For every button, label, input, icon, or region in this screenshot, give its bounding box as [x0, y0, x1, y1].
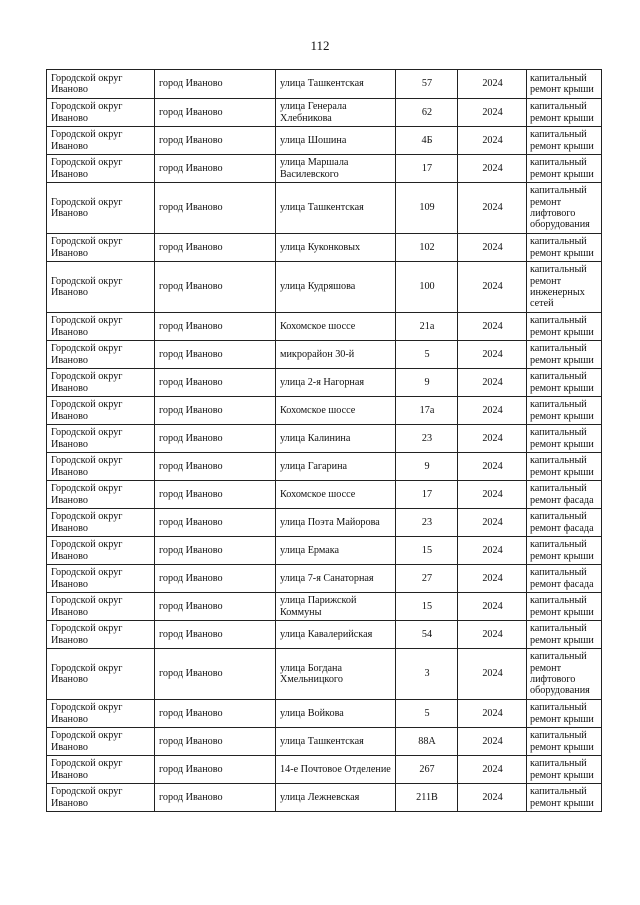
cell-district: Городской округ Иваново — [47, 183, 155, 234]
cell-house-number: 3 — [396, 649, 458, 700]
cell-house-number: 5 — [396, 341, 458, 369]
cell-district: Городской округ Иваново — [47, 313, 155, 341]
cell-year: 2024 — [458, 593, 527, 621]
cell-work-type: капитальный ремонт крыши — [527, 700, 602, 728]
cell-city: город Иваново — [155, 313, 276, 341]
cell-house-number: 57 — [396, 70, 458, 99]
cell-year: 2024 — [458, 537, 527, 565]
cell-house-number: 102 — [396, 234, 458, 262]
cell-street: улица Кудряшова — [276, 262, 396, 313]
cell-year: 2024 — [458, 649, 527, 700]
cell-year: 2024 — [458, 728, 527, 756]
cell-house-number: 100 — [396, 262, 458, 313]
cell-street: улица Войкова — [276, 700, 396, 728]
cell-house-number: 54 — [396, 621, 458, 649]
cell-house-number: 23 — [396, 509, 458, 537]
cell-district: Городской округ Иваново — [47, 453, 155, 481]
cell-work-type: капитальный ремонт крыши — [527, 155, 602, 183]
table-row — [47, 509, 602, 537]
cell-year: 2024 — [458, 70, 527, 99]
cell-city: город Иваново — [155, 481, 276, 509]
cell-city: город Иваново — [155, 155, 276, 183]
cell-district: Городской округ Иваново — [47, 425, 155, 453]
cell-city: город Иваново — [155, 99, 276, 127]
cell-year: 2024 — [458, 155, 527, 183]
cell-district: Городской округ Иваново — [47, 70, 155, 99]
cell-district: Городской округ Иваново — [47, 593, 155, 621]
cell-city: город Иваново — [155, 728, 276, 756]
cell-street: улица Богдана Хмельницкого — [276, 649, 396, 700]
cell-city: город Иваново — [155, 397, 276, 425]
cell-year: 2024 — [458, 234, 527, 262]
cell-city: город Иваново — [155, 756, 276, 784]
cell-work-type: капитальный ремонт крыши — [527, 621, 602, 649]
cell-street: улица Шошина — [276, 127, 396, 155]
cell-street: улица 7-я Санаторная — [276, 565, 396, 593]
cell-work-type: капитальный ремонт фасада — [527, 565, 602, 593]
cell-work-type: капитальный ремонт крыши — [527, 341, 602, 369]
cell-district: Городской округ Иваново — [47, 234, 155, 262]
cell-street: улица Ермака — [276, 537, 396, 565]
cell-street: улица Куконковых — [276, 234, 396, 262]
cell-house-number: 5 — [396, 700, 458, 728]
cell-work-type: капитальный ремонт крыши — [527, 425, 602, 453]
cell-district: Городской округ Иваново — [47, 728, 155, 756]
cell-work-type: капитальный ремонт крыши — [527, 99, 602, 127]
cell-year: 2024 — [458, 313, 527, 341]
cell-house-number: 17 — [396, 155, 458, 183]
cell-city: город Иваново — [155, 369, 276, 397]
cell-year: 2024 — [458, 509, 527, 537]
cell-city: город Иваново — [155, 649, 276, 700]
cell-house-number: 17а — [396, 397, 458, 425]
cell-street: улица Маршала Василевского — [276, 155, 396, 183]
cell-street: улица Гагарина — [276, 453, 396, 481]
cell-work-type: капитальный ремонт крыши — [527, 593, 602, 621]
cell-year: 2024 — [458, 453, 527, 481]
table-row — [47, 155, 602, 183]
cell-street: улица Ташкентская — [276, 70, 396, 99]
table-row — [47, 127, 602, 155]
cell-district: Городской округ Иваново — [47, 155, 155, 183]
table-row — [47, 234, 602, 262]
cell-year: 2024 — [458, 481, 527, 509]
cell-year: 2024 — [458, 756, 527, 784]
table-row — [47, 99, 602, 127]
cell-city: город Иваново — [155, 183, 276, 234]
cell-district: Городской округ Иваново — [47, 127, 155, 155]
cell-work-type: капитальный ремонт лифтового оборудования — [527, 649, 602, 700]
cell-district: Городской округ Иваново — [47, 99, 155, 127]
cell-work-type: капитальный ремонт фасада — [527, 481, 602, 509]
cell-city: город Иваново — [155, 262, 276, 313]
cell-city: город Иваново — [155, 509, 276, 537]
table-row — [47, 183, 602, 234]
cell-city: город Иваново — [155, 234, 276, 262]
page-number: 112 — [310, 38, 330, 53]
cell-year: 2024 — [458, 784, 527, 812]
cell-street: улица 2-я Нагорная — [276, 369, 396, 397]
table-row — [47, 70, 602, 99]
table-row — [47, 728, 602, 756]
cell-city: город Иваново — [155, 425, 276, 453]
cell-street: улица Генерала Хлебникова — [276, 99, 396, 127]
cell-house-number: 4Б — [396, 127, 458, 155]
cell-house-number: 88А — [396, 728, 458, 756]
cell-street: улица Ташкентская — [276, 183, 396, 234]
cell-year: 2024 — [458, 565, 527, 593]
table-row — [47, 262, 602, 313]
cell-street: Кохомское шоссе — [276, 397, 396, 425]
table-row — [47, 565, 602, 593]
cell-year: 2024 — [458, 127, 527, 155]
cell-district: Городской округ Иваново — [47, 509, 155, 537]
cell-district: Городской округ Иваново — [47, 621, 155, 649]
cell-work-type: капитальный ремонт крыши — [527, 784, 602, 812]
table-row — [47, 481, 602, 509]
cell-district: Городской округ Иваново — [47, 649, 155, 700]
cell-house-number: 211В — [396, 784, 458, 812]
cell-street: улица Калинина — [276, 425, 396, 453]
cell-work-type: капитальный ремонт крыши — [527, 397, 602, 425]
cell-house-number: 267 — [396, 756, 458, 784]
cell-city: город Иваново — [155, 700, 276, 728]
cell-district: Городской округ Иваново — [47, 341, 155, 369]
cell-year: 2024 — [458, 397, 527, 425]
cell-year: 2024 — [458, 262, 527, 313]
table-row — [47, 649, 602, 700]
cell-year: 2024 — [458, 425, 527, 453]
register-table-body — [47, 70, 602, 812]
cell-work-type: капитальный ремонт крыши — [527, 537, 602, 565]
cell-street: Кохомское шоссе — [276, 481, 396, 509]
cell-house-number: 21а — [396, 313, 458, 341]
cell-street: Кохомское шоссе — [276, 313, 396, 341]
table-row — [47, 341, 602, 369]
cell-district: Городской округ Иваново — [47, 481, 155, 509]
cell-district: Городской округ Иваново — [47, 756, 155, 784]
cell-district: Городской округ Иваново — [47, 700, 155, 728]
cell-work-type: капитальный ремонт крыши — [527, 369, 602, 397]
cell-year: 2024 — [458, 183, 527, 234]
table-row — [47, 369, 602, 397]
cell-house-number: 17 — [396, 481, 458, 509]
cell-year: 2024 — [458, 369, 527, 397]
cell-city: город Иваново — [155, 565, 276, 593]
cell-district: Городской округ Иваново — [47, 565, 155, 593]
cell-house-number: 15 — [396, 593, 458, 621]
cell-city: город Иваново — [155, 341, 276, 369]
cell-year: 2024 — [458, 99, 527, 127]
table-row — [47, 453, 602, 481]
cell-city: город Иваново — [155, 70, 276, 99]
table-row — [47, 784, 602, 812]
cell-work-type: капитальный ремонт крыши — [527, 453, 602, 481]
table-row — [47, 756, 602, 784]
cell-street: улица Лежневская — [276, 784, 396, 812]
cell-city: город Иваново — [155, 537, 276, 565]
cell-house-number: 9 — [396, 369, 458, 397]
cell-work-type: капитальный ремонт крыши — [527, 728, 602, 756]
cell-work-type: капитальный ремонт крыши — [527, 313, 602, 341]
cell-district: Городской округ Иваново — [47, 369, 155, 397]
cell-year: 2024 — [458, 621, 527, 649]
table-row — [47, 621, 602, 649]
cell-work-type: капитальный ремонт инженерных сетей — [527, 262, 602, 313]
cell-street: улица Поэта Майорова — [276, 509, 396, 537]
cell-district: Городской округ Иваново — [47, 397, 155, 425]
register-table — [46, 69, 602, 812]
cell-year: 2024 — [458, 341, 527, 369]
cell-street: 14-е Почтовое Отделение — [276, 756, 396, 784]
cell-year: 2024 — [458, 700, 527, 728]
cell-street: улица Кавалерийская — [276, 621, 396, 649]
table-row — [47, 397, 602, 425]
table-row — [47, 313, 602, 341]
table-row — [47, 593, 602, 621]
table-row — [47, 425, 602, 453]
cell-district: Городской округ Иваново — [47, 537, 155, 565]
cell-street: микрорайон 30-й — [276, 341, 396, 369]
table-row — [47, 537, 602, 565]
cell-house-number: 9 — [396, 453, 458, 481]
cell-city: город Иваново — [155, 127, 276, 155]
cell-house-number: 109 — [396, 183, 458, 234]
cell-work-type: капитальный ремонт крыши — [527, 70, 602, 99]
cell-work-type: капитальный ремонт фасада — [527, 509, 602, 537]
cell-work-type: капитальный ремонт крыши — [527, 127, 602, 155]
cell-district: Городской округ Иваново — [47, 784, 155, 812]
cell-work-type: капитальный ремонт лифтового оборудования — [527, 183, 602, 234]
cell-street: улица Парижской Коммуны — [276, 593, 396, 621]
cell-city: город Иваново — [155, 593, 276, 621]
cell-city: город Иваново — [155, 453, 276, 481]
cell-house-number: 27 — [396, 565, 458, 593]
table-row — [47, 700, 602, 728]
cell-city: город Иваново — [155, 784, 276, 812]
cell-city: город Иваново — [155, 621, 276, 649]
cell-work-type: капитальный ремонт крыши — [527, 756, 602, 784]
cell-house-number: 62 — [396, 99, 458, 127]
cell-house-number: 23 — [396, 425, 458, 453]
cell-work-type: капитальный ремонт крыши — [527, 234, 602, 262]
cell-district: Городской округ Иваново — [47, 262, 155, 313]
cell-house-number: 15 — [396, 537, 458, 565]
cell-street: улица Ташкентская — [276, 728, 396, 756]
